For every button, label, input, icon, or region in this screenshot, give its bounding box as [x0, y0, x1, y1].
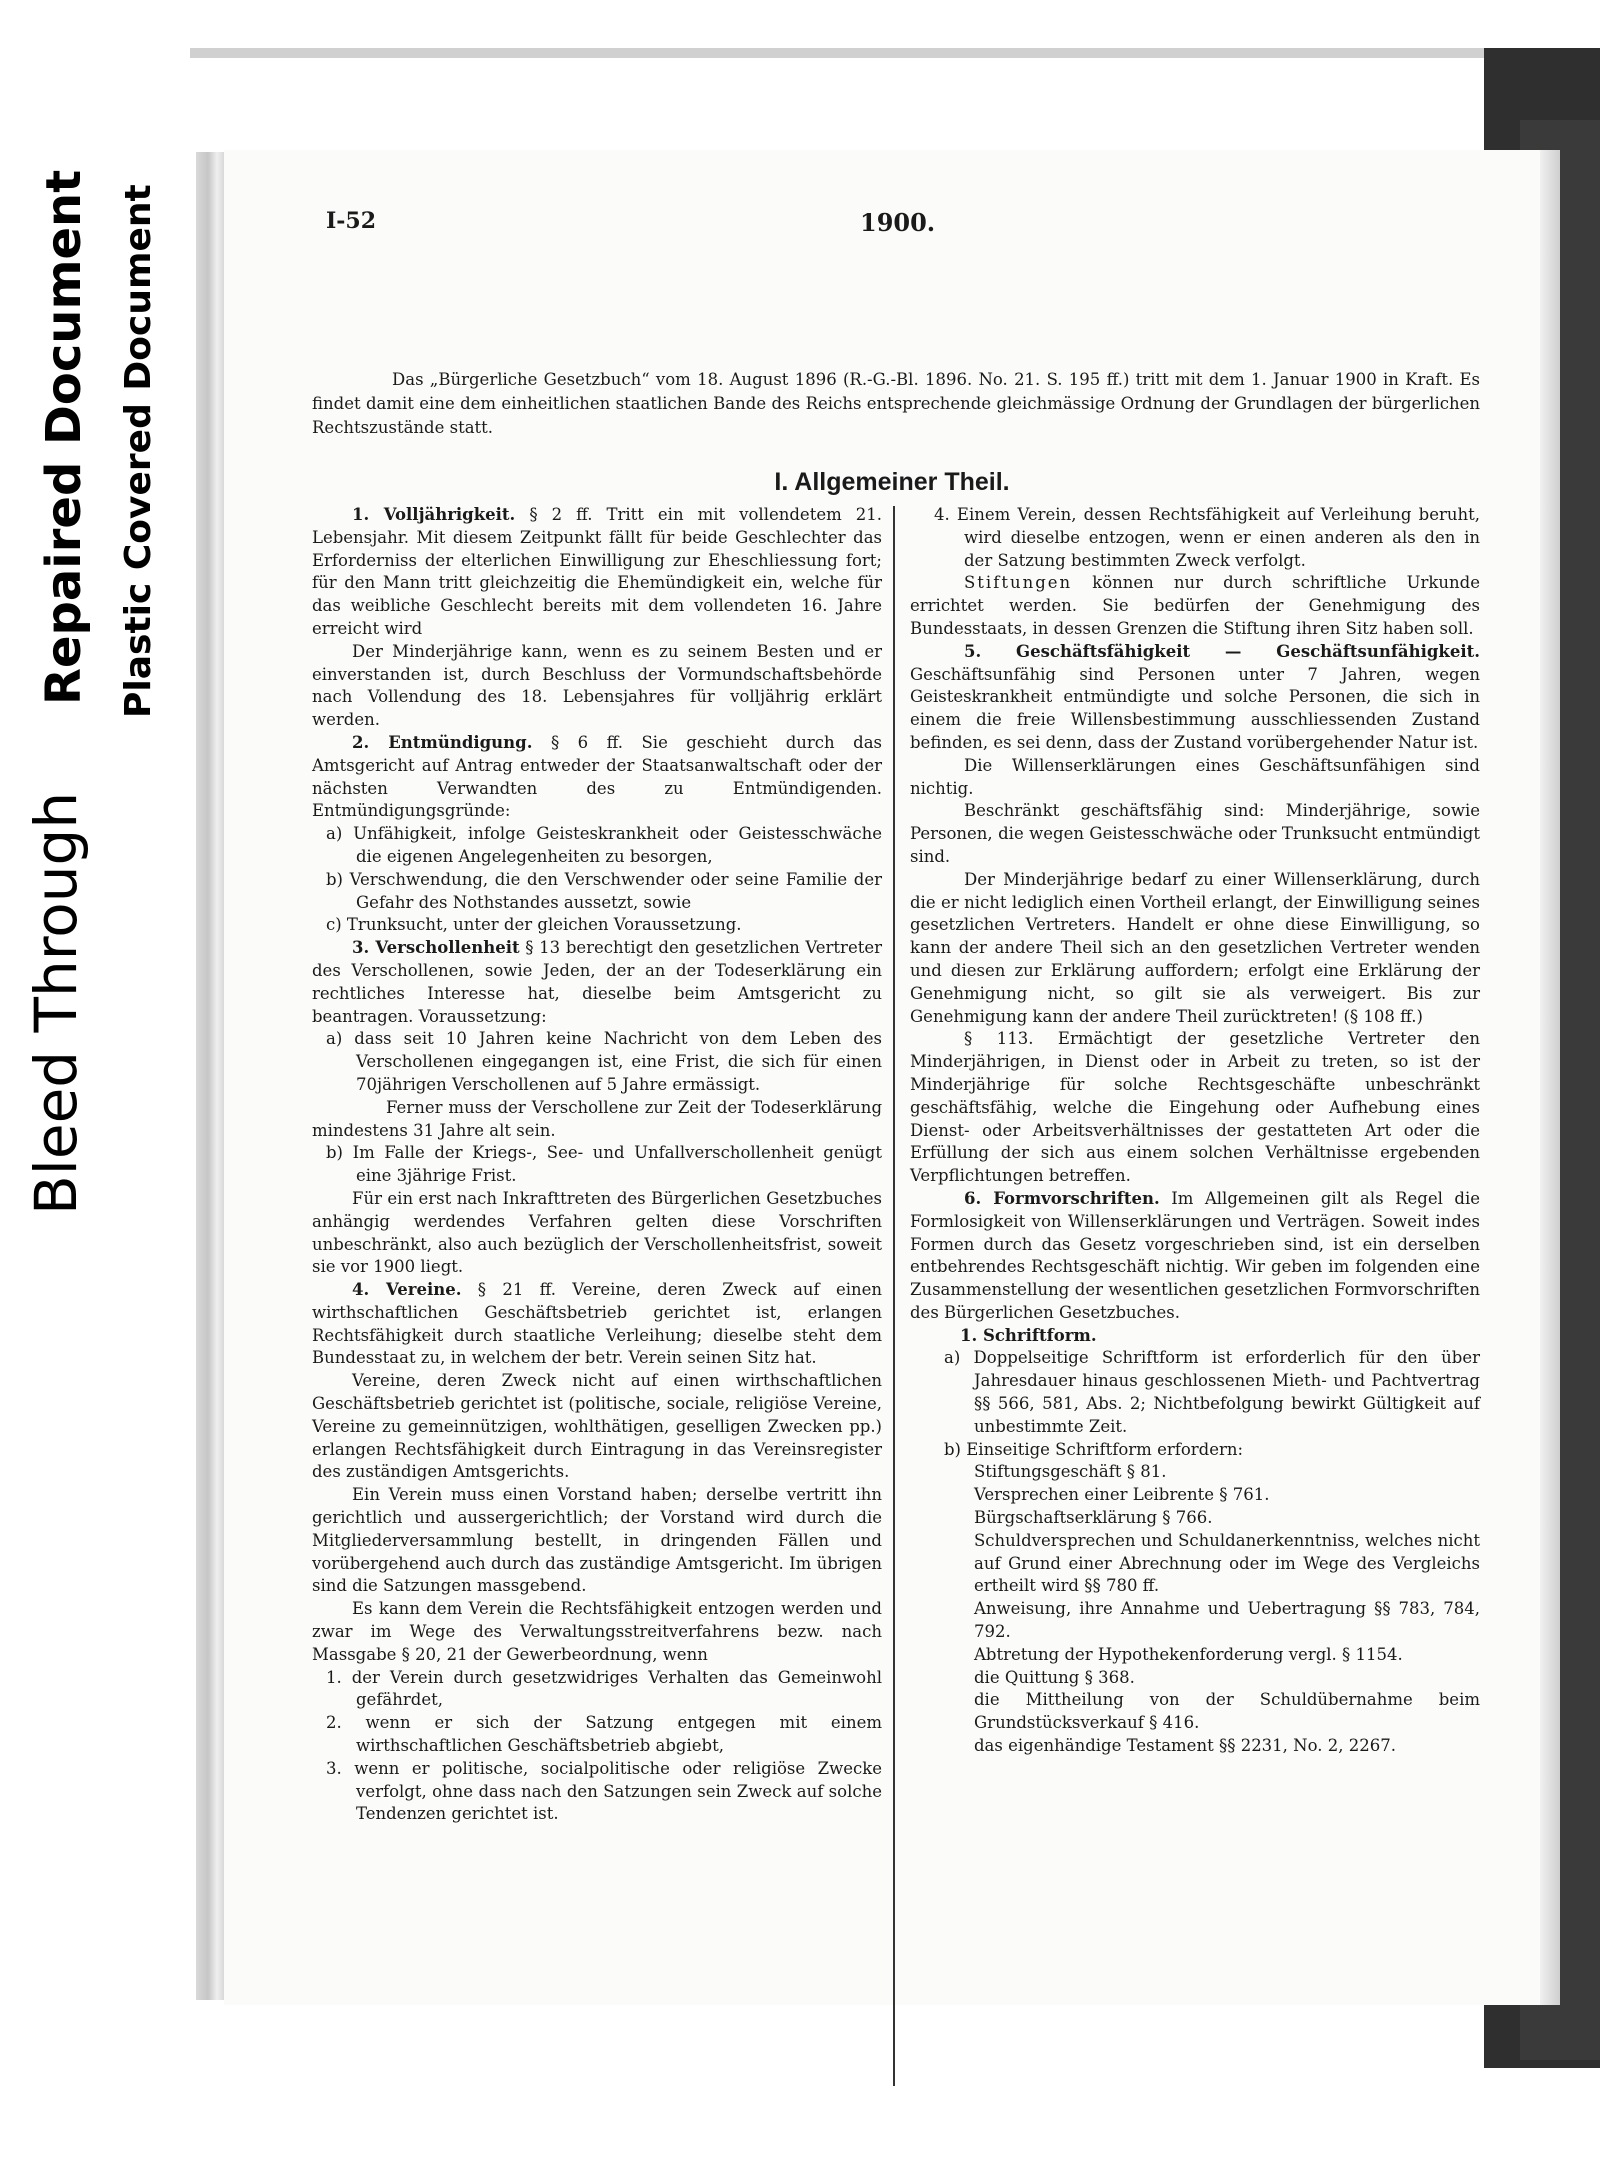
paragraph: Ein Verein muss einen Vorstand haben; derselbe vertritt ihn gerichtlich und aussergerichtlich; der Vorstand wird durch die Mitgliederversammlung bestellt, in dringenden Fällen und vorübergehend auch durch das zuständige Amtsgericht. Im übrigen sind die Satzungen massgebend. — [312, 1485, 882, 1596]
bleed-through-label: Bleed Through — [22, 791, 90, 1215]
plastic-covered-label: Plastic Covered Document — [118, 184, 159, 718]
paragraph — [312, 937, 882, 1028]
document-page — [224, 150, 1560, 2005]
paragraph-text: § 2 ff. Tritt ein mit vollendetem 21. Lebensjahr. Mit diesem Zeitpunkt fällt für beide Geschlechter das Erforderniss der elterlichen Einwilligung zur Eheschliessung fort; für den Mann tritt gleichzeitig die Ehemündigkeit ein, welche für das weibliche Geschlecht bereits mit dem vollendeten 16. Jahre erreicht wird — [312, 505, 882, 638]
paragraph-text: Geschäftsunfähig sind Personen unter 7 Jahren, wegen Geisteskrankheit entmündigte und solche Personen, die sich in einem die freie Willensbestimmung ausschliessenden Zustand befinden, es sei denn, dass der Zustand vorübergehender Natur ist. — [910, 664, 1480, 752]
list-item: a) Doppelseitige Schriftform ist erforderlich für den über Jahresdauer hinaus geschlossenen Mieth- und Pachtvertrag §§ 566, 581, Abs. 2; Nichtbefolgung bewirkt Gültigkeit auf unbestimmte Zeit. — [944, 1348, 1480, 1436]
paragraph-heading: 1. Volljährigkeit. — [352, 505, 516, 524]
paragraph — [910, 1188, 1480, 1325]
list-item: a) dass seit 10 Jahren keine Nachricht von dem Leben des Verschollenen eingegangen ist, eine Frist, die sich für einen 70jährigen Verschollenen auf 5 Jahre ermässigt. — [326, 1029, 882, 1094]
paragraph: Der Minderjährige kann, wenn es zu seinem Besten und er einverstanden ist, durch Beschluss der Vormundschaftsbehörde nach Vollendung des 18. Lebensjahres für volljährig erklärt werden. — [312, 641, 882, 730]
page-stack-edge — [196, 152, 226, 2000]
list-item: Anweisung, ihre Annahme und Uebertragung §§ 783, 784, 792. — [974, 1599, 1480, 1642]
paragraph-text: Im Allgemeinen gilt als Regel die Formlosigkeit von Willenserklärungen und Verträgen. Soweit indes Formen durch das Gesetz vorgeschrieben sind, ist ein derselben entbehrendes Rechtsgeschäft nichtig. Wir geben im folgenden eine Zusammenstellung der wesentlichen gesetzlichen Formvorschriften des Bürgerlichen Gesetzbuches. — [910, 1188, 1480, 1322]
list-item: a) Unfähigkeit, infolge Geisteskrankheit oder Geistesschwäche die eigenen Angelegenheiten zu besorgen, — [326, 824, 882, 866]
list-item: c) Trunksucht, unter der gleichen Voraussetzung. — [326, 915, 742, 935]
paragraph — [910, 641, 1480, 755]
paragraph: Es kann dem Verein die Rechtsfähigkeit entzogen werden und zwar im Wege des Verwaltungsstreitverfahrens bezw. nach Massgabe § 20, 21 der Gewerbeordnung, wenn — [312, 1599, 882, 1664]
paragraph-heading: 5. Geschäftsfähigkeit — Geschäftsunfähigkeit. — [964, 641, 1480, 661]
list-item: Abtretung der Hypothekenforderung vergl. § 1154. — [974, 1644, 1403, 1664]
scan-background — [190, 48, 1600, 58]
page-year-heading: 1900. — [860, 208, 936, 237]
paragraph — [312, 732, 882, 823]
paragraph: Für ein erst nach Inkrafttreten des Bürgerlichen Gesetzbuches anhängig werdendes Verfahren gelten diese Vorschriften unbeschränkt, also auch bezüglich der Verschollenheitsfrist, soweit sie vor 1900 liegt. — [312, 1188, 882, 1277]
intro-paragraph: Das „Bürgerliche Gesetzbuch“ vom 18. August 1896 (R.-G.-Bl. 1896. No. 21. S. 195 ff.) tritt mit dem 1. Januar 1900 in Kraft. Es findet damit eine dem einheitlichen staatlichen Bande des Reichs entsprechende gleichmässige Ordnung der Grundlagen der bürgerlichen Rechtszustände statt. — [312, 370, 1480, 437]
paragraph: Beschränkt geschäftsfähig sind: Minderjährige, sowie Personen, die wegen Geistesschwäche oder Trunksucht entmündigt sind. — [910, 801, 1480, 866]
list-item: das eigenhändige Testament §§ 2231, No. 2, 2267. — [974, 1736, 1396, 1756]
paragraph: Der Minderjährige bedarf zu einer Willenserklärung, durch die er nicht lediglich einen Vortheil erlangt, der Einwilligung seines gesetzlichen Vertreters. Handelt er ohne diese Einwilligung, so kann der andere Theil sich an den gesetzlichen Vertreter wenden und diesen zur Erklärung auffordern; erfolgt eine Erklärung der Genehmigung nicht, so gilt sie als verweigert. Bis zur Genehmigung kann der andere Theil zurücktreten! (§ 108 ff.) — [910, 869, 1480, 1026]
paragraph-text: § 21 ff. Vereine, deren Zweck auf einen wirthschaftlichen Geschäftsbetrieb gerichtet ist, erlangen Rechtsfähigkeit durch staatliche Verleihung; dieselbe steht dem Bundesstaat zu, in welchem der betr. Verein seinen Sitz hat. — [312, 1280, 882, 1368]
paragraph-heading: 6. Formvorschriften. — [964, 1188, 1160, 1208]
paragraph-text: können nur durch schriftliche Urkunde errichtet werden. Sie bedürfen der Genehmigung des Bundesstaats, in dessen Grenzen die Stiftung ihren Sitz haben soll. — [910, 573, 1480, 638]
paragraph-heading: 4. Vereine. — [352, 1280, 462, 1300]
paragraph — [312, 504, 882, 641]
list-item: b) Im Falle der Kriegs-, See- und Unfallverschollenheit genügt eine 3jährige Frist. — [326, 1143, 882, 1186]
paragraph — [910, 572, 1480, 640]
list-item: 3. wenn er politische, socialpolitische oder religiöse Zwecke verfolgt, ohne dass nach den Satzungen sein Zweck auf solche Tendenzen gerichtet ist. — [326, 1758, 882, 1824]
section-title: I. Allgemeiner Theil. — [774, 468, 1010, 496]
subsection-heading: 1. Schriftform. — [960, 1325, 1097, 1345]
right-column — [910, 504, 1480, 1758]
paragraph: Ferner muss der Verschollene zur Zeit der Todeserklärung mindestens 31 Jahre alt sein. — [312, 1097, 882, 1140]
repaired-document-label: Repaired Document — [36, 169, 92, 705]
list-item: die Quittung § 368. — [974, 1667, 1135, 1687]
list-item: die Mittheilung von der Schuldübernahme beim Grundstücksverkauf § 416. — [974, 1690, 1480, 1733]
column-divider — [893, 506, 895, 2086]
list-item: b) Verschwendung, die den Verschwender oder seine Familie der Gefahr des Nothstandes aussetzt, sowie — [326, 869, 882, 912]
list-item: 1. der Verein durch gesetzwidriges Verhalten das Gemeinwohl gefährdet, — [326, 1667, 882, 1710]
page-number: I-52 — [326, 208, 377, 234]
list-item: Bürgschaftserklärung § 766. — [974, 1508, 1213, 1528]
paragraph: Vereine, deren Zweck nicht auf einen wirthschaftlichen Geschäftsbetrieb gerichtet ist (politische, sociale, religiöse Vereine, Vereine zu gemeinnützigen, wohlthätigen, geselligen Zwecken pp.) erlangen Rechtsfähigkeit durch Eintragung in das Vereinsregister des zuständigen Amtsgerichts. — [312, 1371, 882, 1482]
schriftform-list — [910, 1461, 1480, 1757]
list-item: Schuldversprechen und Schuldanerkenntniss, welches nicht auf Grund einer Abrechnung oder im Wege des Vergleichs ertheilt wird §§ 780 ff. — [974, 1530, 1480, 1596]
list-item: 4. Einem Verein, dessen Rechtsfähigkeit auf Verleihung beruht, wird dieselbe entzogen, wenn er einen anderen als den in der Satzung bestimmten Zweck verfolgt. — [934, 505, 1480, 570]
paragraph-heading: 2. Entmündigung. — [352, 732, 533, 752]
paragraph-heading: 3. Verschollenheit — [352, 938, 520, 958]
list-item: b) Einseitige Schriftform erfordern: — [944, 1439, 1244, 1459]
list-item: 2. wenn er sich der Satzung entgegen mit einem wirthschaftlichen Geschäftsbetrieb abgiebt, — [326, 1713, 882, 1756]
paragraph: § 113. Ermächtigt der gesetzliche Vertreter den Minderjährigen, in Dienst oder in Arbeit zu treten, so ist der Minderjährige für solche Rechtsgeschäfte unbeschränkt geschäftsfähig, welche die Eingehung oder Aufhebung eines Dienst- oder Arbeitsverhältnisses der gestatteten Art oder die Erfüllung der sich aus einem solchen Verhältnisse ergebenden Verpflichtungen betreffen. — [910, 1029, 1480, 1186]
paragraph — [312, 1279, 882, 1370]
paragraph-text: § 6 ff. Sie geschieht durch das Amtsgericht auf Antrag entweder der Staatsanwaltschaft oder der nächsten Verwandten des zu Entmündigenden. Entmündigungsgründe: — [312, 732, 883, 821]
list-item: Stiftungsgeschäft § 81. — [974, 1462, 1167, 1482]
left-column — [312, 504, 882, 1826]
spaced-term: Stiftungen — [964, 573, 1073, 593]
paragraph-text: § 13 berechtigt den gesetzlichen Vertreter des Verschollenen, sowie Jeden, der an der Todeserklärung ein rechtliches Interesse hat, dieselbe beim Amtsgericht zu beantragen. Voraussetzung: — [312, 938, 882, 1026]
list-item: Versprechen einer Leibrente § 761. — [974, 1485, 1270, 1505]
page-curl-edge — [1540, 150, 1560, 2005]
paragraph: Die Willenserklärungen eines Geschäftsunfähigen sind nichtig. — [910, 755, 1480, 798]
